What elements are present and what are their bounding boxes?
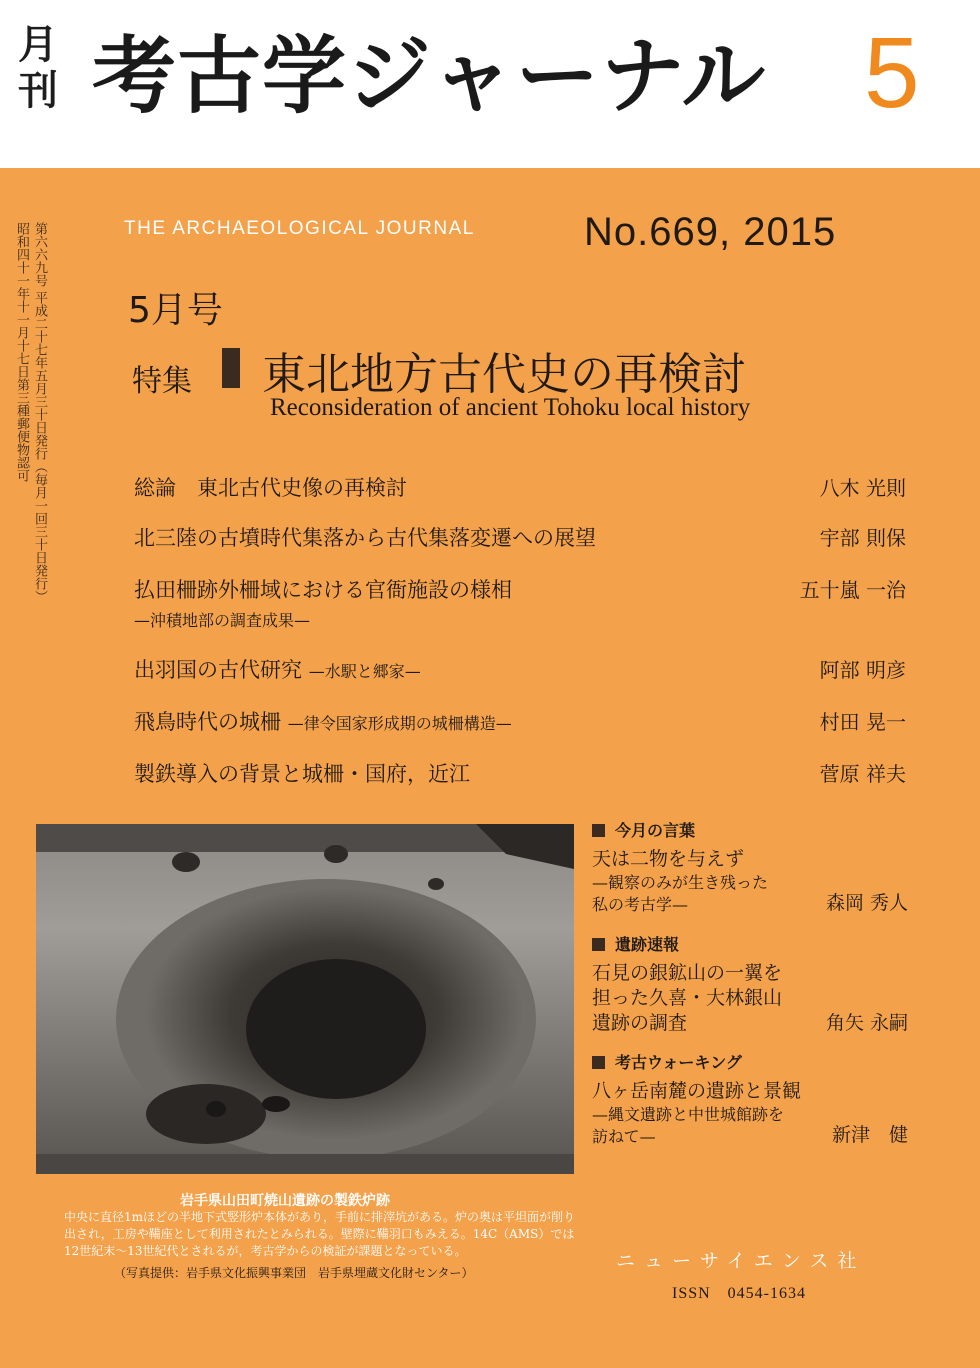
photo-caption-title: 岩手県山田町焼山遺跡の製鉄炉跡	[180, 1193, 390, 1209]
sidebar-line: —縄文遺跡と中世城館跡を	[592, 1105, 785, 1124]
article-title-small: —律令国家形成期の城柵構造—	[287, 714, 512, 733]
feature-tag: 特集	[132, 364, 192, 399]
sidebar-line: 遺跡の調査	[592, 1012, 688, 1034]
section-marker-icon	[592, 1056, 605, 1069]
article-6	[134, 758, 906, 788]
article-title: 払田柵跡外柵域における官衙施設の様相	[134, 578, 512, 602]
monthly-top: 月	[18, 21, 58, 68]
sidebar-section-2	[592, 932, 908, 1036]
sidebar-author: 森岡 秀人	[825, 892, 908, 914]
feature-title: 東北地方古代史の再検討	[262, 349, 746, 400]
section-marker-icon	[592, 938, 605, 951]
feature-marker-icon	[222, 348, 240, 388]
article-title: 出羽国の古代研究	[134, 658, 302, 682]
issn: ISSN 0454-1634	[672, 1285, 807, 1302]
publisher-name: ニューサイエンス社	[616, 1250, 866, 1272]
article-title-small: —水駅と郷家—	[308, 662, 421, 681]
article-title: 北三陸の古墳時代集落から古代集落変遷への展望	[134, 526, 596, 550]
sidebar-line: 石見の銀鉱山の一翼を	[592, 962, 783, 984]
header-band	[0, 0, 980, 168]
sidebar-author: 新津 健	[831, 1124, 908, 1146]
article-title: 総論 東北古代史像の再検討	[134, 476, 407, 500]
issue-number: No.669, 2015	[584, 210, 837, 254]
sidebar-line: 天は二物を与えず	[592, 848, 745, 870]
article-author: 阿部 明彦	[819, 658, 906, 682]
article-subtitle: —沖積地部の調査成果—	[134, 611, 311, 630]
article-2	[134, 522, 906, 552]
sidebar-line: 八ヶ岳南麓の遺跡と景観	[592, 1080, 802, 1102]
issue-month-number: 5	[864, 17, 920, 129]
postal-line-1: 第六六九号 平成二十七年五月三十日発行（毎月一回三十日発行）	[32, 222, 47, 604]
excavation-photo	[36, 824, 574, 1174]
postal-notice	[12, 222, 48, 652]
sidebar-line: —観察のみが生き残った	[592, 873, 769, 892]
sidebar-line: 私の考古学—	[592, 895, 689, 914]
article-title: 製鉄導入の背景と城柵・国府，近江	[134, 762, 470, 786]
sidebar-author: 角矢 永嗣	[825, 1012, 908, 1034]
sidebar-heading: 考古ウォーキング	[615, 1053, 742, 1072]
monthly-bottom: 刊	[18, 67, 58, 114]
monthly-label	[16, 22, 60, 114]
sidebar-heading: 遺跡速報	[615, 935, 680, 954]
sidebar-line: 担った久喜・大林銀山	[592, 987, 783, 1009]
article-5	[134, 706, 906, 736]
excavation-photo-image	[36, 824, 574, 1174]
sidebar-section-1	[592, 818, 908, 916]
article-author: 五十嵐 一治	[799, 578, 906, 602]
feature-subtitle: Reconsideration of ancient Tohoku local history	[270, 394, 751, 421]
sidebar-section-3	[592, 1050, 908, 1148]
english-title: THE ARCHAEOLOGICAL JOURNAL	[124, 218, 475, 239]
article-author: 宇部 則保	[819, 526, 906, 550]
article-author: 菅原 祥夫	[819, 762, 906, 786]
photo-credit: （写真提供：岩手県文化振興事業団 岩手県埋蔵文化財センター）	[114, 1266, 474, 1280]
article-3	[134, 574, 906, 631]
sidebar-line: 訪ねて—	[592, 1127, 656, 1146]
magazine-title: 考古学ジャーナル	[92, 27, 767, 125]
article-1	[134, 472, 906, 502]
article-author: 八木 光則	[819, 476, 906, 500]
article-4	[134, 654, 906, 684]
section-marker-icon	[592, 824, 605, 837]
article-author: 村田 晃一	[819, 710, 906, 734]
article-title: 飛鳥時代の城柵	[134, 710, 281, 734]
photo-caption-body: 中央に直径1mほどの半地下式竪形炉本体があり，手前に排滓坑がある。炉の奥は平坦面が削り出され，工房や鞴座として利用されたとみられる。壁際に鞴羽口もみえる。14C（AMS）では12世紀末〜13世紀代とされるが，考古学からの検証が課題となっている。	[64, 1210, 576, 1258]
sidebar-heading: 今月の言葉	[615, 821, 696, 840]
month-label: 5月号	[128, 290, 223, 331]
postal-line-2: 昭和四十一年十一月十七日第三種郵便物認可	[14, 222, 29, 482]
